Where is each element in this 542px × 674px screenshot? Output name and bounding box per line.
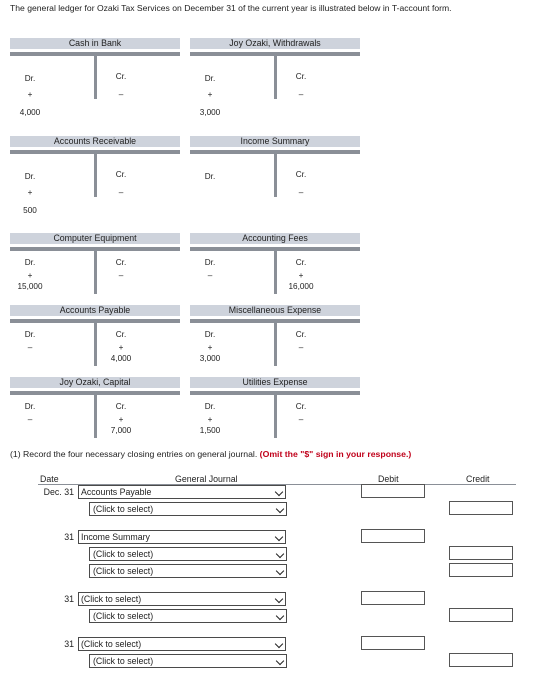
- chevron-down-icon: [276, 505, 284, 513]
- t-account: [10, 305, 180, 365]
- account-select-3[interactable]: [78, 530, 286, 544]
- debit-sign: +: [27, 271, 33, 280]
- debit-label: Dr.: [24, 258, 36, 267]
- t-account: [190, 305, 360, 365]
- chevron-down-icon: [275, 640, 283, 648]
- t-account-title: Miscellaneous Expense: [190, 305, 360, 316]
- instruction-note: (Omit the "$" sign in your response.): [259, 449, 412, 459]
- journal-title: General Journal: [175, 474, 238, 484]
- credit-value: 7,000: [110, 426, 132, 435]
- select-value: Accounts Payable: [81, 487, 152, 497]
- chevron-down-icon: [275, 488, 283, 496]
- debit-value: 500: [23, 206, 37, 215]
- t-account: [190, 233, 360, 293]
- t-account-divider: [274, 52, 277, 99]
- credit-sign: –: [118, 90, 124, 99]
- debit-label: Dr.: [204, 172, 216, 181]
- debit-sign: –: [27, 343, 33, 352]
- debit-input-4[interactable]: [361, 636, 425, 650]
- t-account-title: Cash in Bank: [10, 38, 180, 49]
- debit-sign: +: [207, 90, 213, 99]
- credit-input-2[interactable]: [449, 546, 513, 560]
- select-value: (Click to select): [93, 656, 154, 666]
- select-value: (Click to select): [93, 549, 154, 559]
- debit-label: Dr.: [204, 258, 216, 267]
- select-value: (Click to select): [93, 504, 154, 514]
- t-account-title: Computer Equipment: [10, 233, 180, 244]
- chevron-down-icon: [276, 612, 284, 620]
- debit-value: 3,000: [199, 354, 221, 363]
- account-select-8[interactable]: [78, 637, 286, 651]
- t-account-divider: [94, 391, 97, 438]
- debit-value: 3,000: [199, 108, 221, 117]
- chevron-down-icon: [276, 550, 284, 558]
- debit-label: Dr.: [24, 402, 36, 411]
- debit-sign: +: [207, 343, 213, 352]
- debit-value: 15,000: [17, 282, 43, 291]
- credit-sign: +: [118, 343, 124, 352]
- t-account: [10, 136, 180, 215]
- entry-date-4: 31: [64, 639, 74, 649]
- debit-sign: –: [207, 271, 213, 280]
- debit-sign: +: [27, 188, 33, 197]
- credit-label: Cr.: [295, 170, 307, 179]
- credit-sign: –: [298, 188, 304, 197]
- credit-sign: +: [118, 415, 124, 424]
- intro-text: The general ledger for Ozaki Tax Services on December 31 of the current year is illustrated below in T-account form.: [10, 3, 452, 13]
- credit-sign: –: [118, 188, 124, 197]
- t-account: [10, 38, 180, 117]
- t-account: [190, 136, 360, 196]
- debit-sign: –: [27, 415, 33, 424]
- t-account: [190, 377, 360, 437]
- credit-sign: –: [298, 90, 304, 99]
- t-account-divider: [274, 150, 277, 197]
- debit-input-1[interactable]: [361, 484, 425, 498]
- t-account-title: Joy Ozaki, Capital: [10, 377, 180, 388]
- t-account-divider: [274, 391, 277, 438]
- t-account-title: Accounts Receivable: [10, 136, 180, 147]
- chevron-down-icon: [276, 567, 284, 575]
- debit-input-3[interactable]: [361, 591, 425, 605]
- t-account-title: Income Summary: [190, 136, 360, 147]
- credit-label: Cr.: [295, 402, 307, 411]
- select-value: (Click to select): [81, 594, 142, 604]
- credit-header: Credit: [466, 474, 490, 484]
- credit-sign: +: [298, 271, 304, 280]
- credit-label: Cr.: [115, 402, 127, 411]
- entry-date-3: 31: [64, 594, 74, 604]
- credit-label: Cr.: [115, 72, 127, 81]
- account-select-6[interactable]: [78, 592, 286, 606]
- t-account-title: Utilities Expense: [190, 377, 360, 388]
- debit-label: Dr.: [24, 330, 36, 339]
- credit-sign: –: [298, 343, 304, 352]
- entry-date-1: Dec. 31: [43, 487, 74, 497]
- debit-value: 4,000: [19, 108, 41, 117]
- t-account-divider: [94, 150, 97, 197]
- credit-input-1[interactable]: [449, 501, 513, 515]
- debit-header: Debit: [378, 474, 399, 484]
- t-account-divider: [274, 247, 277, 294]
- debit-label: Dr.: [204, 402, 216, 411]
- chevron-down-icon: [275, 533, 283, 541]
- credit-value: 4,000: [110, 354, 132, 363]
- credit-sign: –: [298, 415, 304, 424]
- account-select-4[interactable]: [89, 547, 287, 561]
- debit-value: 1,500: [199, 426, 221, 435]
- account-select-2[interactable]: [89, 502, 287, 516]
- date-header: Date: [40, 474, 59, 484]
- t-account-divider: [94, 52, 97, 99]
- debit-label: Dr.: [204, 74, 216, 83]
- account-select-9[interactable]: [89, 654, 287, 668]
- debit-input-2[interactable]: [361, 529, 425, 543]
- chevron-down-icon: [275, 595, 283, 603]
- t-account-divider: [274, 319, 277, 366]
- select-value: (Click to select): [93, 566, 154, 576]
- t-account-title: Accounts Payable: [10, 305, 180, 316]
- credit-value: 16,000: [288, 282, 314, 291]
- account-select-1[interactable]: [78, 485, 286, 499]
- instruction: [10, 449, 411, 459]
- t-account-title: Joy Ozaki, Withdrawals: [190, 38, 360, 49]
- credit-label: Cr.: [115, 170, 127, 179]
- select-value: (Click to select): [81, 639, 142, 649]
- select-value: (Click to select): [93, 611, 154, 621]
- credit-label: Cr.: [115, 330, 127, 339]
- select-value: Income Summary: [81, 532, 150, 542]
- credit-input-5[interactable]: [449, 653, 513, 667]
- debit-label: Dr.: [24, 74, 36, 83]
- t-account: [10, 233, 180, 293]
- t-account-title: Accounting Fees: [190, 233, 360, 244]
- chevron-down-icon: [276, 657, 284, 665]
- debit-sign: +: [27, 90, 33, 99]
- credit-input-4[interactable]: [449, 608, 513, 622]
- t-account: [10, 377, 180, 437]
- t-account-divider: [94, 247, 97, 294]
- debit-label: Dr.: [204, 330, 216, 339]
- account-select-5[interactable]: [89, 564, 287, 578]
- instruction-text: (1) Record the four necessary closing entries on general journal.: [10, 449, 258, 459]
- credit-sign: –: [118, 271, 124, 280]
- t-account: [190, 38, 360, 117]
- entry-date-2: 31: [64, 532, 74, 542]
- account-select-7[interactable]: [89, 609, 287, 623]
- debit-sign: +: [207, 415, 213, 424]
- credit-input-3[interactable]: [449, 563, 513, 577]
- credit-label: Cr.: [115, 258, 127, 267]
- t-account-divider: [94, 319, 97, 366]
- credit-label: Cr.: [295, 72, 307, 81]
- credit-label: Cr.: [295, 258, 307, 267]
- debit-label: Dr.: [24, 172, 36, 181]
- credit-label: Cr.: [295, 330, 307, 339]
